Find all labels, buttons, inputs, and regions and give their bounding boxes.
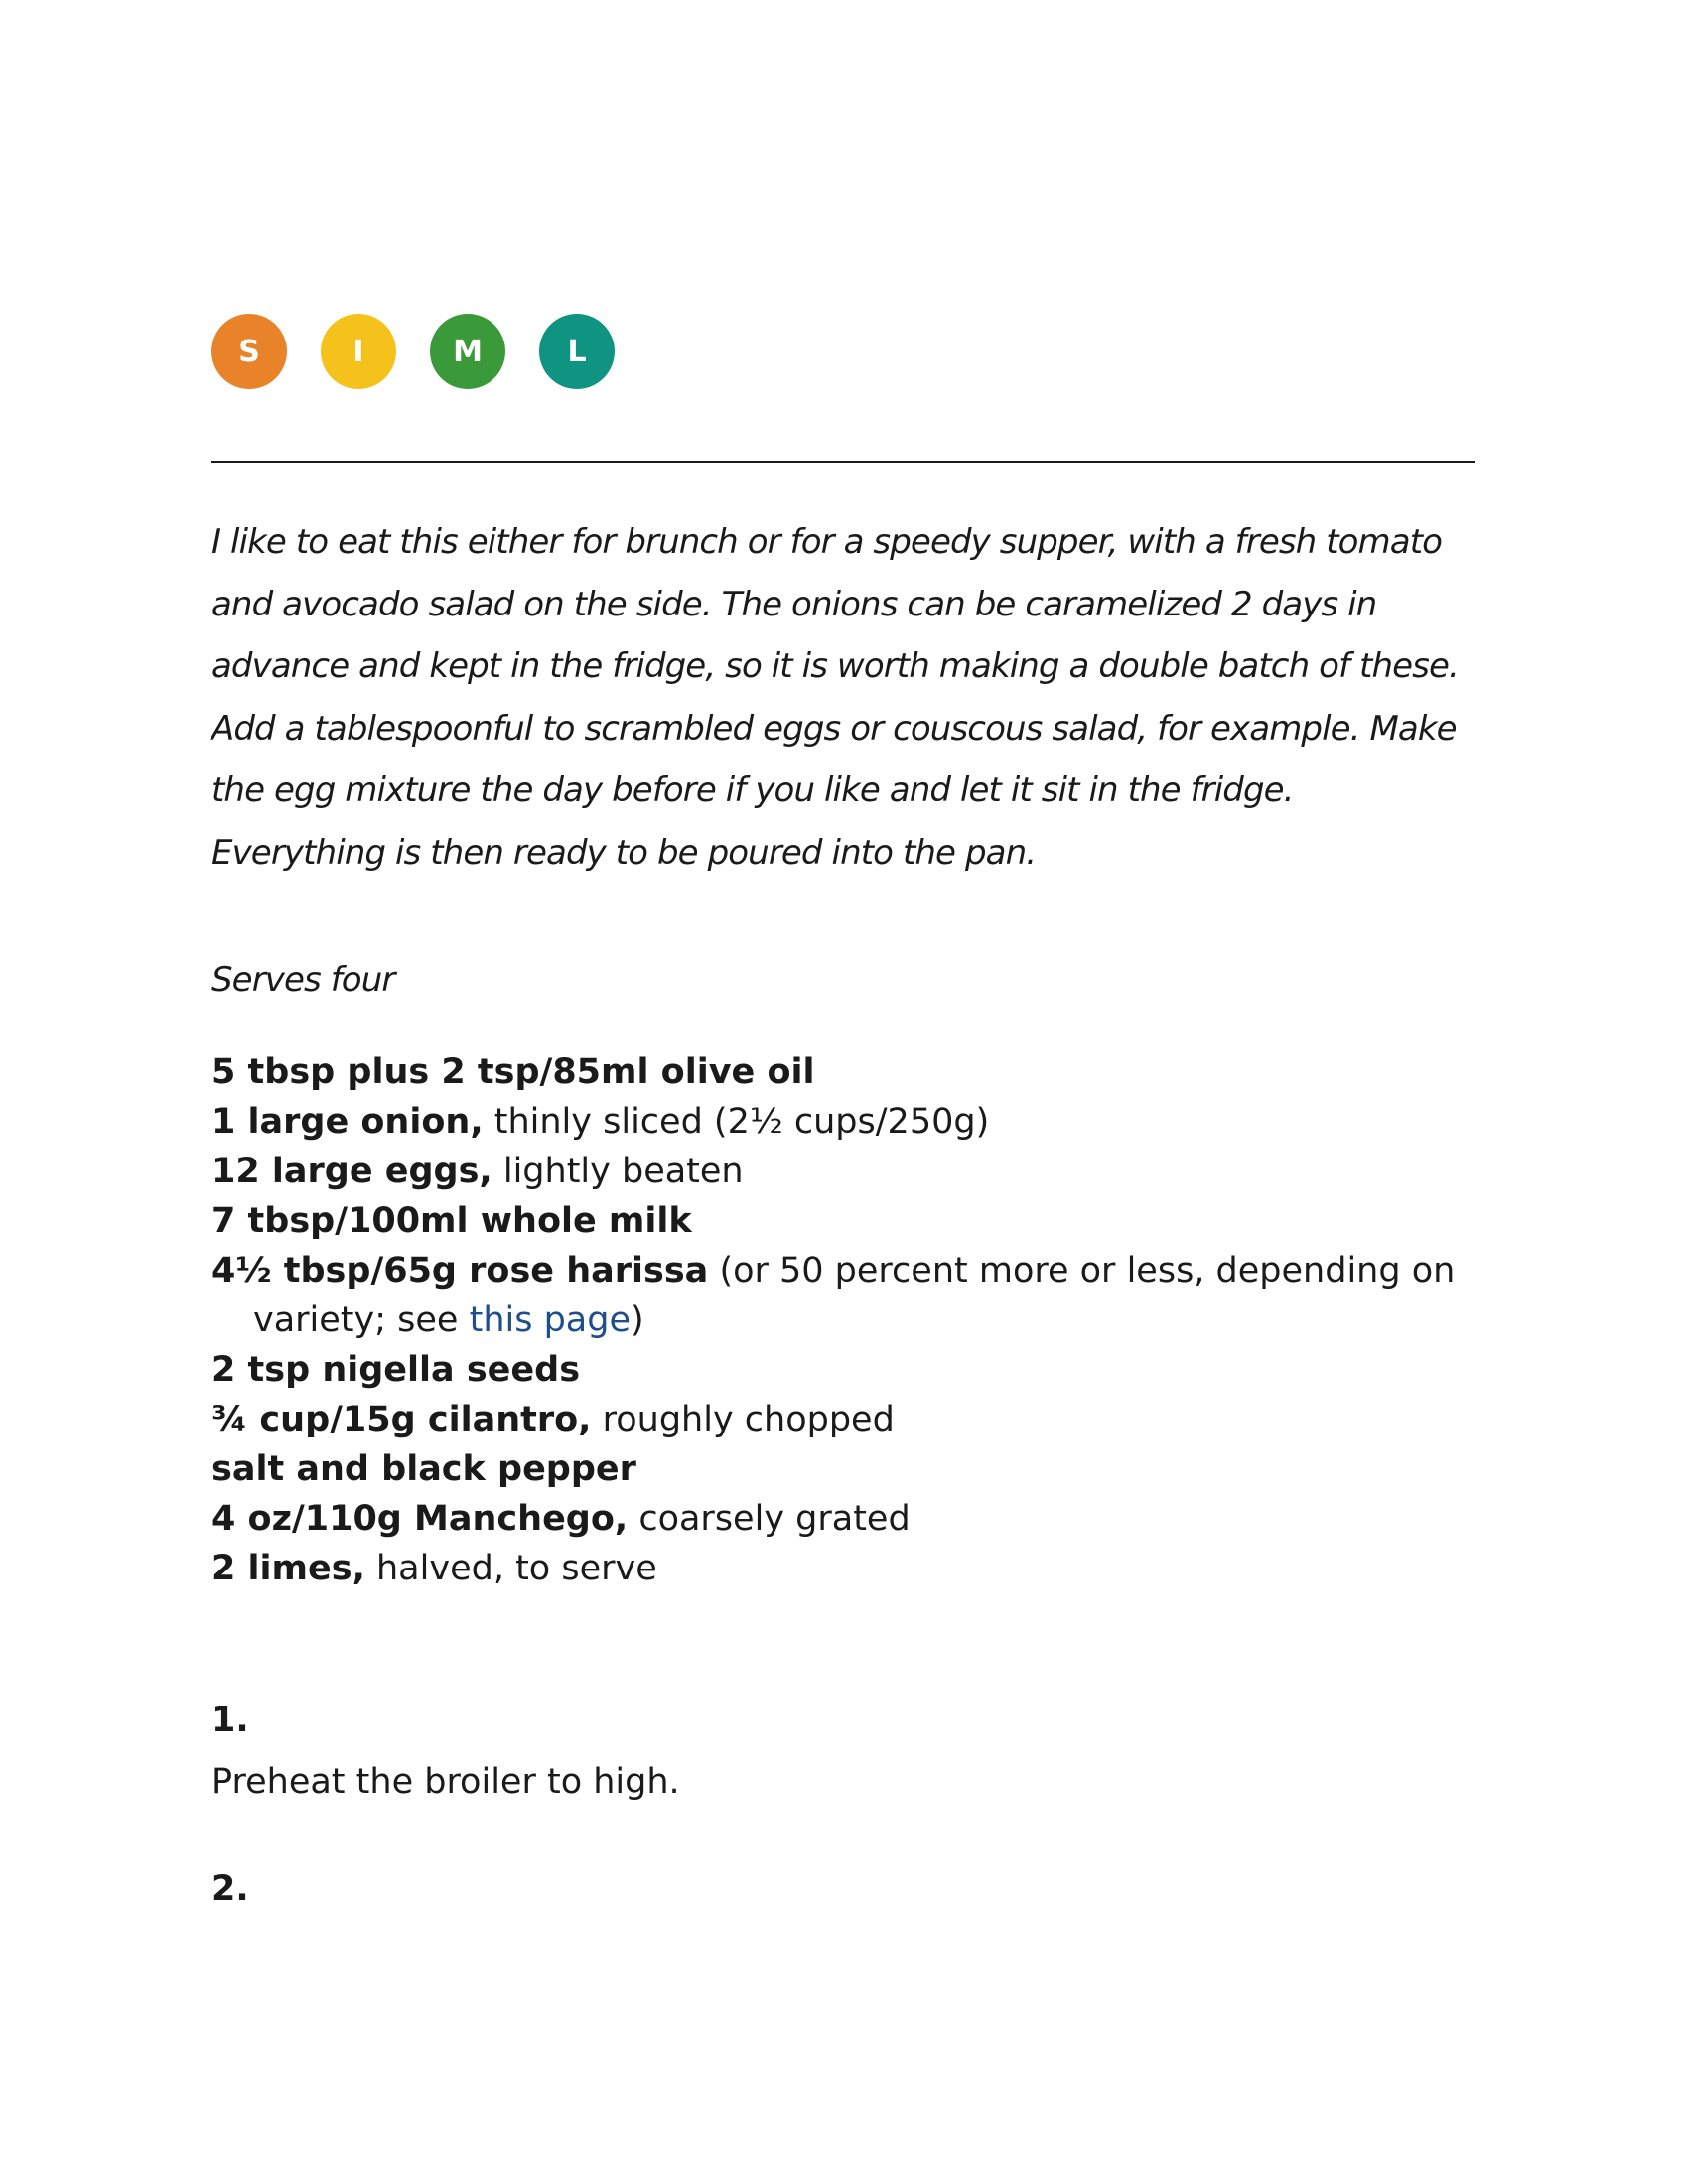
ingredient-item	[211, 1196, 1475, 1246]
ingredient-qty: 1 large onion,	[211, 1102, 484, 1142]
ingredient-item	[211, 1246, 1475, 1345]
ingredient-qty: ¾ cup/15g cilantro,	[211, 1400, 592, 1439]
badge-m: M	[430, 314, 505, 389]
ingredient-item	[211, 1395, 1475, 1444]
ingredient-note: (or 50 percent more or less, depending on variety; see	[253, 1251, 1456, 1340]
ingredient-qty: 7 tbsp/100ml whole milk	[211, 1201, 692, 1241]
ingredient-qty: 2 limes,	[211, 1549, 365, 1588]
ingredient-item	[211, 1544, 1475, 1593]
badge-i: I	[321, 314, 396, 389]
ingredient-item	[211, 1047, 1475, 1097]
ingredient-item	[211, 1444, 1475, 1494]
ingredient-note: roughly chopped	[591, 1400, 895, 1439]
ingredient-item	[211, 1097, 1475, 1147]
course-badges	[211, 314, 615, 389]
divider-rule	[211, 461, 1475, 463]
ingredient-qty: 4½ tbsp/65g rose harissa	[211, 1251, 709, 1291]
ingredient-qty: 4 oz/110g Manchego,	[211, 1499, 629, 1539]
ingredient-qty: 2 tsp nigella seeds	[211, 1350, 581, 1390]
ingredient-note: lightly beaten	[492, 1152, 744, 1191]
ingredient-note: coarsely grated	[628, 1499, 911, 1539]
step-1-number: 1.	[211, 1701, 249, 1740]
step-2-number: 2.	[211, 1869, 249, 1909]
ingredient-item	[211, 1345, 1475, 1395]
ingredient-note: thinly sliced (2½ cups/250g)	[483, 1102, 990, 1142]
ingredient-item	[211, 1147, 1475, 1196]
ingredient-item	[211, 1494, 1475, 1544]
badge-l: L	[539, 314, 615, 389]
badge-s: S	[211, 314, 287, 389]
ingredient-qty: 12 large eggs,	[211, 1152, 492, 1191]
ingredient-qty: salt and black pepper	[211, 1449, 636, 1489]
ingredient-note: halved, to serve	[364, 1549, 657, 1588]
step-1-text: Preheat the broiler to high.	[211, 1762, 680, 1802]
ingredient-list	[211, 1047, 1475, 1593]
serves-line: Serves four	[211, 960, 395, 1000]
ingredient-note-end: )	[631, 1300, 644, 1340]
ingredient-qty: 5 tbsp plus 2 tsp/85ml olive oil	[211, 1052, 815, 1092]
recipe-intro: I like to eat this either for brunch or for a speedy supper, with a fresh tomato and avocado salad on the side. The onions can be caramelized 2 days in advance and kept in the fridge, so it is worth making a double batch of these. Add a tablespoonful to scrambled eggs or couscous salad, for example. Make the egg mixture the day before if you like and let it sit in the fridge. Everything is then ready to be poured into the pan.	[211, 522, 1459, 873]
this-page-link[interactable]: this page	[469, 1300, 631, 1340]
